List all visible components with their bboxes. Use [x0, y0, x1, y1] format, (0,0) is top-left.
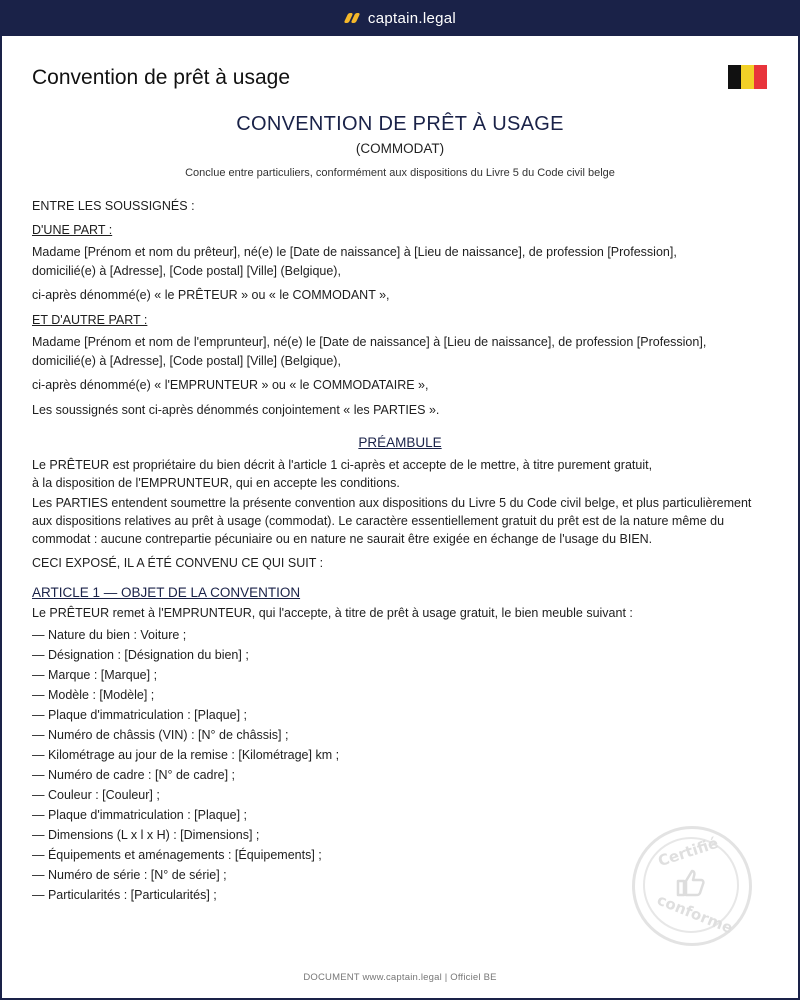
list-item: — Numéro de châssis (VIN) : [N° de châssis] ;: [32, 728, 289, 742]
list-item: — Numéro de cadre : [N° de cadre] ;: [32, 768, 236, 782]
party1-heading: D'UNE PART :: [32, 223, 113, 237]
party2-line2: domicilié(e) à [Adresse], [Code postal] [Ville] (Belgique),: [32, 354, 341, 368]
top-bar: [0, 0, 800, 36]
list-item: — Particularités : [Particularités] ;: [32, 888, 217, 902]
between-label: ENTRE LES SOUSSIGNÉS :: [32, 199, 195, 213]
document-intro: Conclue entre particuliers, conformément aux dispositions du Livre 5 du Code civil belge: [185, 167, 615, 179]
list-item: — Couleur : [Couleur] ;: [32, 788, 160, 802]
thumbs-up-icon: [675, 869, 705, 897]
document-page: [2, 36, 798, 998]
list-item: — Numéro de série : [N° de série] ;: [32, 868, 227, 882]
article1-intro: Le PRÊTEUR remet à l'EMPRUNTEUR, qui l'accepte, à titre de prêt à usage gratuit, le bien meuble suivant :: [32, 606, 633, 620]
article1-heading: ARTICLE 1 — OBJET DE LA CONVENTION: [32, 585, 301, 600]
stamp-bottom-text: conforme: [654, 890, 736, 938]
preamble-p1-line2: à la disposition de l'EMPRUNTEUR, qui en accepte les conditions.: [32, 476, 400, 490]
parties-note: Les soussignés sont ci-après dénommés conjointement « les PARTIES ».: [32, 403, 440, 417]
page-title: Convention de prêt à usage: [32, 66, 291, 89]
belgium-flag-icon: [728, 65, 767, 89]
list-item: — Équipements et aménagements : [Équipements] ;: [32, 848, 322, 862]
preamble-p2: Les PARTIES entendent soumettre la présente convention aux dispositions du Livre 5 du Code civil belge, et plus particulièrement aux dispositions relatives au prêt à usage (commodat). Le caractère essentiellement gratuit du prêt est de la nature même du commodat : aucune contrepartie pécuniaire ou en nature ne saurait être exigée en échange de l'usage du BIEN.: [32, 496, 752, 546]
party2-line1: Madame [Prénom et nom de l'emprunteur], né(e) le [Date de naissance] à [Lieu de naissance], de profession [Profession],: [32, 335, 707, 349]
list-item: — Plaque d'immatriculation : [Plaque] ;: [32, 708, 247, 722]
party2-line3: ci-après dénommé(e) « l'EMPRUNTEUR » ou « le COMMODATAIRE »,: [32, 378, 429, 392]
stamp-top-text: Certifié: [655, 833, 721, 871]
party2-heading: ET D'AUTRE PART :: [32, 313, 148, 327]
list-item: — Désignation : [Désignation du bien] ;: [32, 648, 249, 662]
footer: DOCUMENT www.captain.legal | Officiel BE: [303, 972, 497, 983]
list-item: — Nature du bien : Voiture ;: [32, 628, 187, 642]
list-item: — Modèle : [Modèle] ;: [32, 688, 155, 702]
document-subtitle: (COMMODAT): [355, 141, 445, 156]
brand[interactable]: [344, 10, 456, 27]
party1-line1: Madame [Prénom et nom du prêteur], né(e) le [Date de naissance] à [Lieu de naissance], de profession [Profession],: [32, 245, 677, 259]
certified-stamp: [632, 826, 752, 946]
document-title: CONVENTION DE PRÊT À USAGE: [236, 113, 564, 135]
list-item: — Dimensions (L x l x H) : [Dimensions] ;: [32, 828, 260, 842]
list-item: — Plaque d'immatriculation : [Plaque] ;: [32, 808, 247, 822]
list-item: — Marque : [Marque] ;: [32, 668, 158, 682]
party1-line3: ci-après dénommé(e) « le PRÊTEUR » ou « le COMMODANT »,: [32, 288, 390, 302]
party1-line2: domicilié(e) à [Adresse], [Code postal] [Ville] (Belgique),: [32, 264, 341, 278]
preamble-p1-line1: Le PRÊTEUR est propriétaire du bien décrit à l'article 1 ci-après et accepte de le mettre, à titre purement gratuit,: [32, 458, 653, 472]
preamble-closing: CECI EXPOSÉ, IL A ÉTÉ CONVENU CE QUI SUIT :: [32, 556, 324, 570]
brand-name: captain.legal: [367, 9, 457, 27]
document-body: [32, 112, 768, 905]
list-item: — Kilométrage au jour de la remise : [Kilométrage] km ;: [32, 748, 340, 762]
brand-logo-icon: [344, 12, 360, 24]
preamble-heading: PRÉAMBULE: [358, 435, 442, 450]
